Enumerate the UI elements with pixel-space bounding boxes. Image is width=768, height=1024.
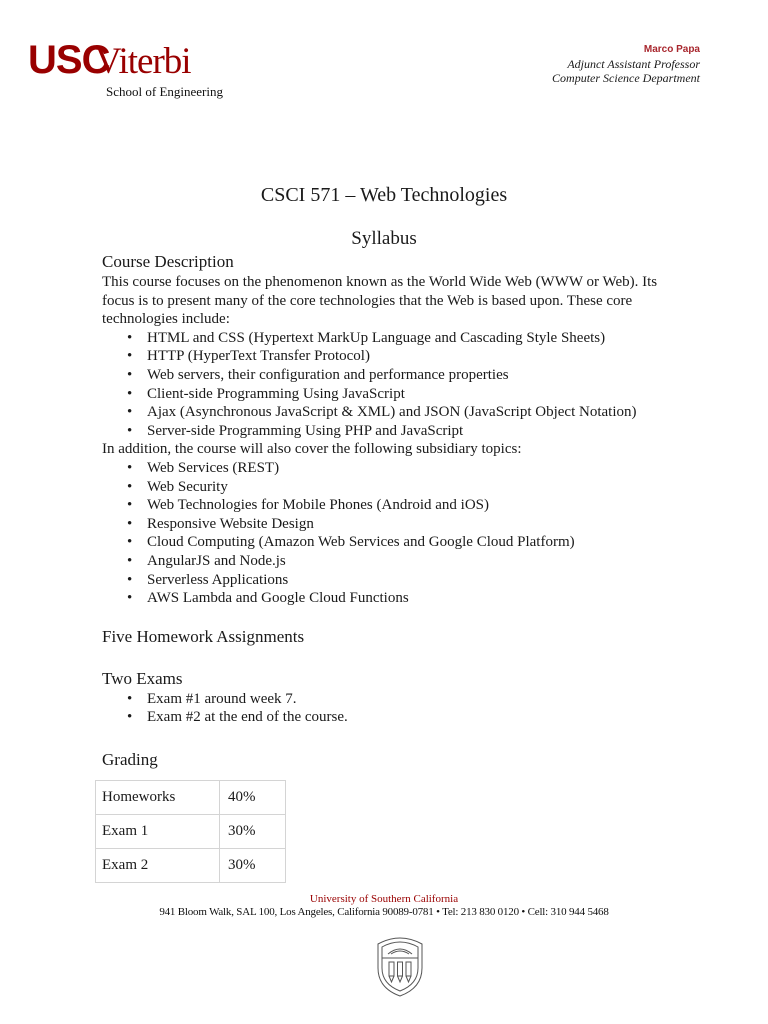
grading-item: Homeworks [96,781,220,815]
list-item: • Ajax (Asynchronous JavaScript & XML) and JSON (JavaScript Object Notation) [147,403,692,422]
instructor-name: Marco Papa [643,44,700,55]
list-item: • Exam #2 at the end of the course. [147,708,692,727]
list-item: • AngularJS and Node.js [147,552,692,571]
footer-university: University of Southern California [309,893,459,905]
table-row [96,849,286,883]
instructor-role: Adjunct Assistant Professor [567,57,700,71]
grading-item: Exam 2 [96,849,220,883]
logo-usc: USC [28,38,110,82]
logo-viterbi: Viterbi [95,41,191,82]
homework-heading: Five Homework Assignments [102,626,305,646]
list-item: • Web Services (REST) [147,459,692,478]
table-row [96,815,286,849]
list-item: • AWS Lambda and Google Cloud Functions [147,589,692,608]
footer-address: 941 Bloom Walk, SAL 100, Los Angeles, California 90089-0781 • Tel: 213 830 0120 • Cell: 310 944 5468 [159,906,609,918]
instructor-department: Computer Science Department [552,71,700,85]
course-description-heading: Course Description [102,252,234,271]
table-row [96,781,286,815]
exams-list [102,690,692,727]
list-item: • Server-side Programming Using PHP and JavaScript [147,422,692,441]
list-item: • Cloud Computing (Amazon Web Services and Google Cloud Platform) [147,533,692,552]
list-item: • HTTP (HyperText Transfer Protocol) [147,347,692,366]
exams-heading: Two Exams [102,668,183,688]
course-description-intro: This course focuses on the phenomenon known as the World Wide Web (WWW or Web). Its focus is to present many of the core technologies that the Web is based upon. These core technologies include: [102,274,658,328]
page-subtitle: Syllabus [351,228,417,249]
grading-weight: 30% [220,815,286,849]
logo-school-name: School of Engineering [106,84,223,99]
list-item: • Exam #1 around week 7. [147,690,692,709]
grading-table [95,780,286,883]
list-item: • Responsive Website Design [147,515,692,534]
grading-item: Exam 1 [96,815,220,849]
subsidiary-intro: In addition, the course will also cover the following subsidiary topics: [102,441,522,458]
list-item: • Web servers, their configuration and performance properties [147,366,692,385]
syllabus-body [102,251,692,771]
list-item: • Web Technologies for Mobile Phones (Android and iOS) [147,496,692,515]
page-title: CSCI 571 – Web Technologies [260,184,508,206]
grading-weight: 30% [220,849,286,883]
subsidiary-topics-list [102,459,692,608]
list-item: • HTML and CSS (Hypertext MarkUp Language and Cascading Style Sheets) [147,329,692,348]
grading-weight: 40% [220,781,286,815]
core-topics-list [102,329,692,441]
list-item: • Client-side Programming Using JavaScript [147,385,692,404]
usc-seal-icon [372,934,428,998]
grading-heading: Grading [102,749,158,769]
list-item: • Serverless Applications [147,571,692,590]
list-item: • Web Security [147,478,692,497]
